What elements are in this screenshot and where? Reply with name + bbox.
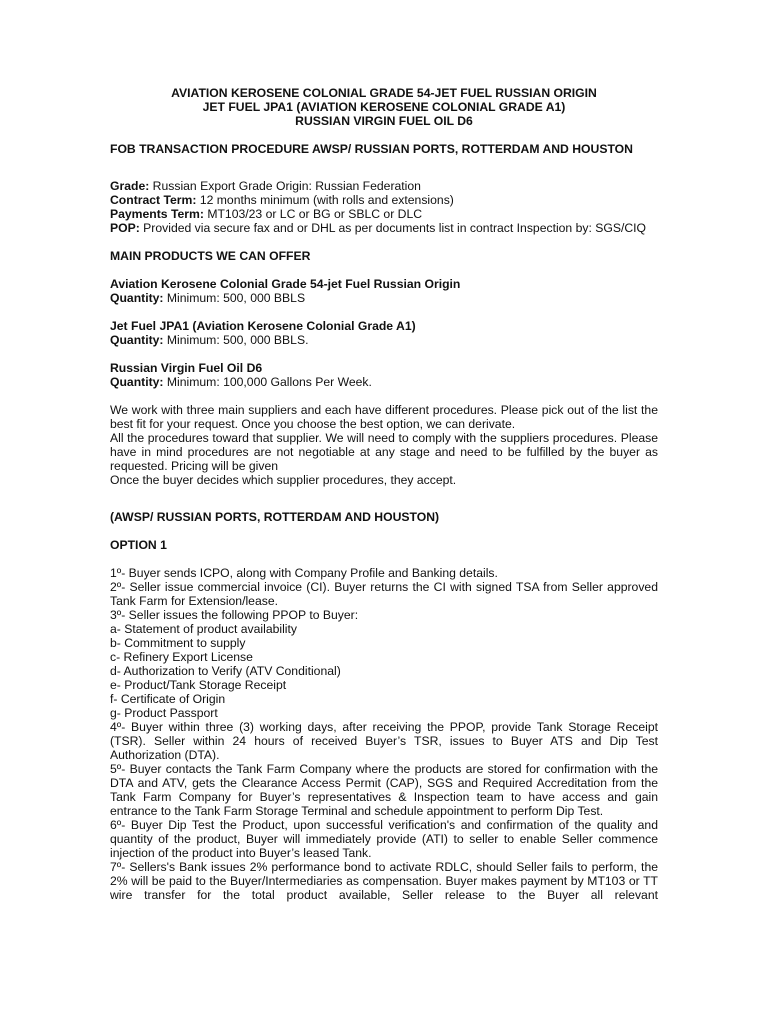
terms-block bbox=[110, 179, 658, 235]
title-line-3: RUSSIAN VIRGIN FUEL OIL D6 bbox=[295, 114, 473, 128]
payments-term-label: Payments Term: bbox=[110, 207, 204, 221]
list-item: b- Commitment to supply bbox=[110, 636, 246, 650]
contract-term-value: 12 months minimum (with rolls and extensions) bbox=[196, 193, 454, 207]
list-item: f- Certificate of Origin bbox=[110, 692, 226, 706]
step-3: 3º- Seller issues the following PPOP to Buyer: bbox=[110, 608, 359, 622]
step-6: 6º- Buyer Dip Test the Product, upon successful verification's and confirmation of the quality and quantity of the product, Buyer will immediately provide (ATI) to seller to enable Seller commence injection of the product into Buyer’s leased Tank. bbox=[110, 818, 658, 860]
product-name: Aviation Kerosene Colonial Grade 54-jet Fuel Russian Origin bbox=[110, 277, 461, 291]
step-2: 2º- Seller issue commercial invoice (CI). Buyer returns the CI with signed TSA from Seller approved Tank Farm for Extension/lease. bbox=[110, 580, 658, 608]
document-body bbox=[110, 86, 658, 902]
list-item: a- Statement of product availability bbox=[110, 622, 297, 636]
option-heading: OPTION 1 bbox=[110, 538, 167, 552]
quantity-label: Quantity: bbox=[110, 291, 164, 305]
quantity-label: Quantity: bbox=[110, 375, 164, 389]
product-item bbox=[110, 277, 658, 305]
step-1: 1º- Buyer sends ICPO, along with Company Profile and Banking details. bbox=[110, 566, 498, 580]
grade-label: Grade: bbox=[110, 179, 150, 193]
quantity-value: Minimum: 100,000 Gallons Per Week. bbox=[163, 375, 372, 389]
steps-list bbox=[110, 566, 658, 902]
product-name: Russian Virgin Fuel Oil D6 bbox=[110, 361, 263, 375]
intro-line-3: Once the buyer decides which supplier procedures, they accept. bbox=[110, 473, 457, 487]
list-item: g- Product Passport bbox=[110, 706, 218, 720]
products-heading: MAIN PRODUCTS WE CAN OFFER bbox=[110, 249, 311, 263]
title-line-2: JET FUEL JPA1 (AVIATION KEROSENE COLONIAL GRADE A1) bbox=[202, 100, 566, 114]
intro-line-2: All the procedures toward that supplier. We will need to comply with the suppliers procedures. Please have in mind procedures are not negotiable at any stage and need to be fulfilled by the buyer as requested. Pricing will be given bbox=[110, 431, 658, 473]
list-item: d- Authorization to Verify (ATV Conditional) bbox=[110, 664, 341, 678]
payments-term-value: MT103/23 or LC or BG or SBLC or DLC bbox=[203, 207, 423, 221]
list-item: e- Product/Tank Storage Receipt bbox=[110, 678, 287, 692]
title-line-1: AVIATION KEROSENE COLONIAL GRADE 54-JET FUEL RUSSIAN ORIGIN bbox=[171, 86, 597, 100]
quantity-label: Quantity: bbox=[110, 333, 164, 347]
step-4: 4º- Buyer within three (3) working days, after receiving the PPOP, provide Tank Storage Receipt (TSR). Seller within 24 hours of received Buyer’s TSR, issues to Buyer ATS and Dip Test Authorization (DTA). bbox=[110, 720, 658, 762]
list-item: c- Refinery Export License bbox=[110, 650, 253, 664]
contract-term-label: Contract Term: bbox=[110, 193, 197, 207]
product-item bbox=[110, 361, 658, 389]
quantity-value: Minimum: 500, 000 BBLS. bbox=[163, 333, 309, 347]
product-name: Jet Fuel JPA1 (Aviation Kerosene Colonial Grade A1) bbox=[110, 319, 416, 333]
document-title bbox=[110, 86, 658, 128]
quantity-value: Minimum: 500, 000 BBLS bbox=[163, 291, 306, 305]
intro-line-1: We work with three main suppliers and each have different procedures. Please pick out of the list the best fit for your request. Once you choose the best option, we can derivate. bbox=[110, 403, 658, 431]
pop-value: Provided via secure fax and or DHL as per documents list in contract Inspection by: SGS/CIQ bbox=[139, 221, 647, 235]
product-item bbox=[110, 319, 658, 347]
section-heading: (AWSP/ RUSSIAN PORTS, ROTTERDAM AND HOUSTON) bbox=[110, 510, 440, 524]
step-7: 7º- Sellers's Bank issues 2% performance bond to activate RDLC, should Seller fails to perform, the 2% will be paid to the Buyer/Intermediaries as compensation. Buyer makes payment by MT103 or TT wire transfer for the total product available, Seller release to the Buyer all relevant bbox=[110, 860, 658, 902]
intro-paragraph bbox=[110, 403, 658, 487]
grade-value: Russian Export Grade Origin: Russian Federation bbox=[149, 179, 421, 193]
procedure-heading: FOB TRANSACTION PROCEDURE AWSP/ RUSSIAN PORTS, ROTTERDAM AND HOUSTON bbox=[110, 142, 633, 156]
pop-label: POP: bbox=[110, 221, 140, 235]
step-5: 5º- Buyer contacts the Tank Farm Company where the products are stored for confirmation with the DTA and ATV, gets the Clearance Access Permit (CAP), SGS and Required Accreditation from the Tank Farm Company for Buyer’s representatives & Inspection team to have access and gain entrance to the Tank Farm Storage Terminal and schedule appointment to perform Dip Test. bbox=[110, 762, 658, 818]
